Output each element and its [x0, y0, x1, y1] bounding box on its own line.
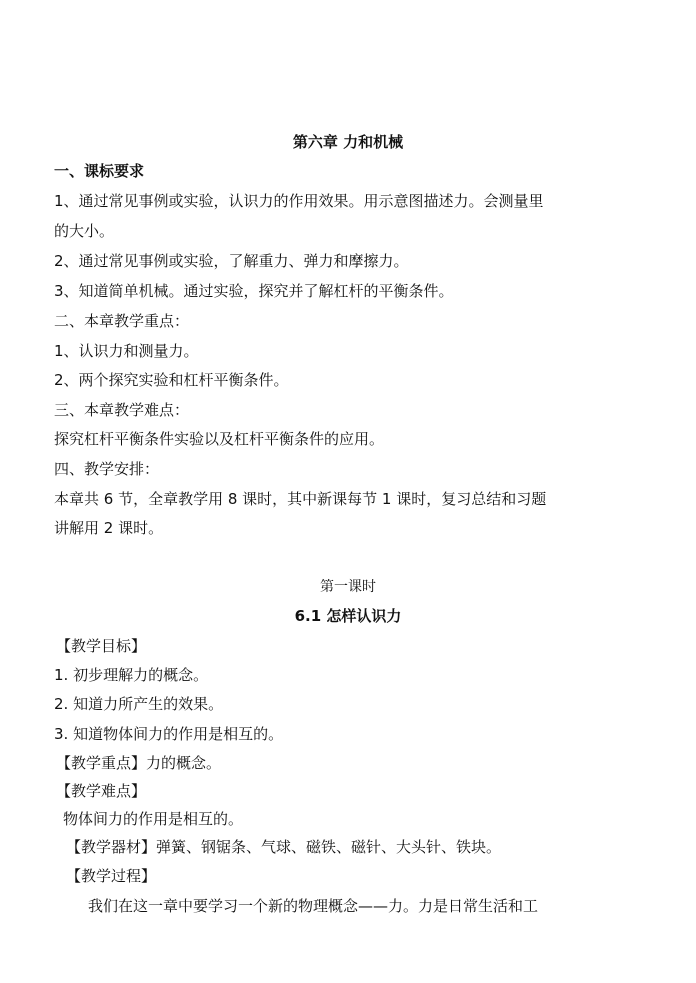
standards-item-1-line-2: 的大小。	[54, 222, 115, 240]
section-heading-standards: 一、课标要求	[54, 162, 145, 180]
chapter-title: 第六章 力和机械	[292, 133, 404, 151]
section-heading-key-points: 二、本章教学重点：	[54, 312, 190, 330]
teaching-key-point: 【教学重点】力的概念。	[56, 754, 222, 772]
teaching-goals-heading: 【教学目标】	[56, 637, 147, 655]
schedule-line-1: 本章共 6 节，全章教学用 8 课时，其中新课每节 1 课时，复习总结和习题	[54, 490, 547, 508]
difficulties-text: 探究杠杆平衡条件实验以及杠杆平衡条件的应用。	[54, 430, 385, 448]
standards-item-1-line-1: 1、通过常见事例或实验，认识力的作用效果。用示意图描述力。会测量里	[54, 192, 544, 210]
section-heading-difficulties: 三、本章教学难点：	[54, 401, 190, 419]
teaching-process-text: 我们在这一章中要学习一个新的物理概念——力。力是日常生活和工	[88, 897, 539, 915]
teaching-equipment: 【教学器材】弹簧、钢锯条、气球、磁铁、磁针、大头针、铁块。	[66, 838, 502, 856]
teaching-difficulty-text: 物体间力的作用是相互的。	[63, 810, 244, 828]
teaching-goal-3: 3. 知道物体间力的作用是相互的。	[54, 725, 284, 743]
teaching-difficulty-heading: 【教学难点】	[56, 782, 147, 800]
key-points-item-2: 2、两个探究实验和杠杆平衡条件。	[54, 371, 289, 389]
teaching-goal-2: 2. 知道力所产生的效果。	[54, 695, 224, 713]
section-heading-schedule: 四、教学安排：	[54, 460, 160, 478]
teaching-goal-1: 1. 初步理解力的概念。	[54, 666, 209, 684]
lesson-session: 第一课时	[320, 579, 376, 595]
schedule-line-2: 讲解用 2 课时。	[54, 519, 164, 537]
key-points-item-1: 1、认识力和测量力。	[54, 342, 199, 360]
lesson-title: 6.1 怎样认识力	[294, 607, 402, 625]
standards-item-2: 2、通过常见事例或实验，了解重力、弹力和摩擦力。	[54, 252, 409, 270]
standards-item-3: 3、知道简单机械。通过实验，探究并了解杠杆的平衡条件。	[54, 282, 454, 300]
teaching-process-heading: 【教学过程】	[66, 867, 157, 885]
